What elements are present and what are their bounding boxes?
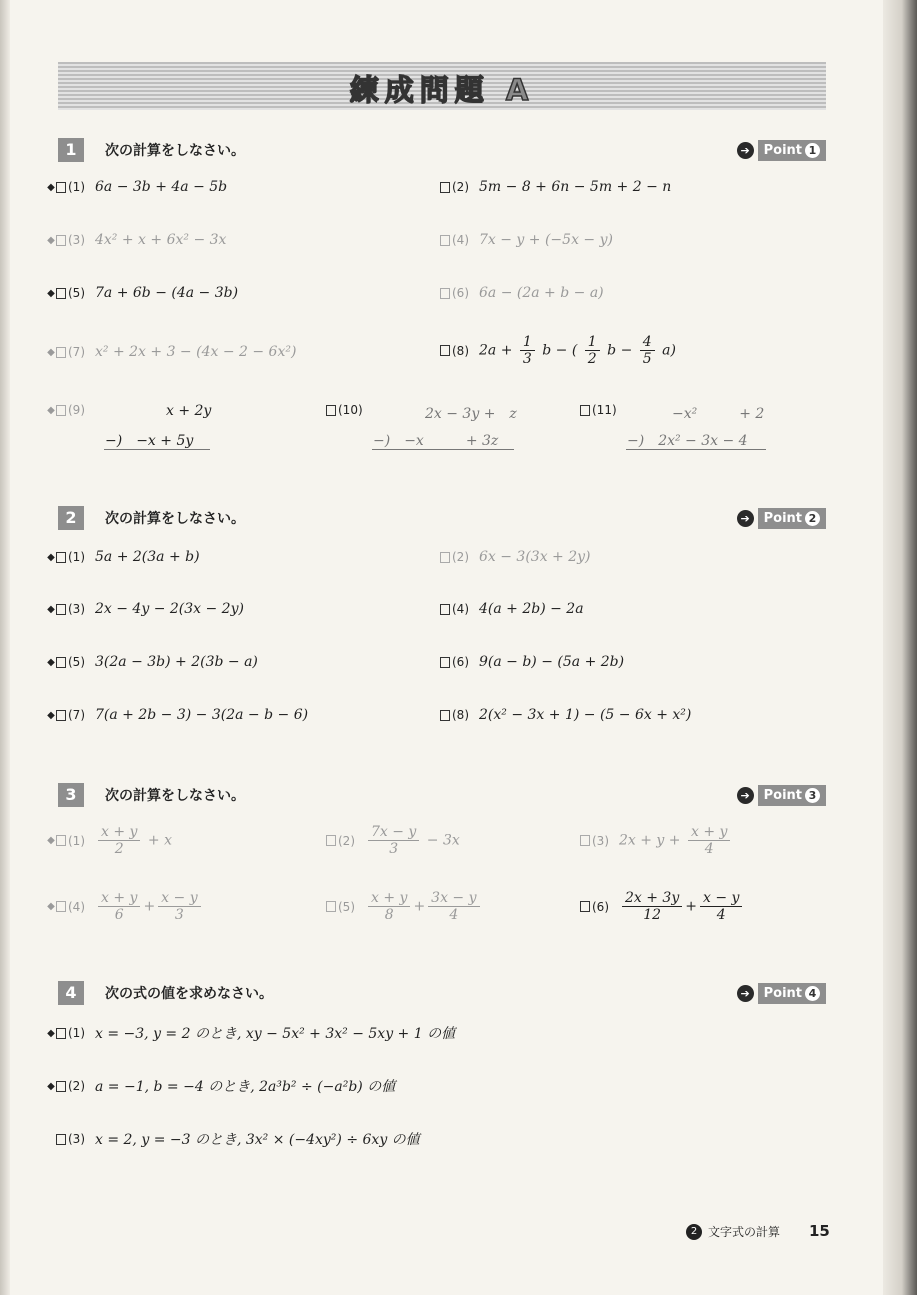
- star-icon: ◆: [47, 1080, 55, 1092]
- section-number: 3: [58, 783, 84, 807]
- problem-1-5: ◆ (5) 7a + 6b − (4a − 3b): [47, 285, 239, 301]
- checkbox[interactable]: [56, 1028, 66, 1039]
- point-badge: Point 4: [758, 983, 826, 1004]
- book-spine-right: [883, 0, 917, 1295]
- star-icon: ◆: [47, 551, 55, 563]
- point-reference[interactable]: [737, 982, 826, 1004]
- chapter-number: 2: [686, 1224, 702, 1240]
- checkbox[interactable]: [580, 405, 590, 416]
- problem-3-6: (6) $\frac{2x + 3y}{12}$ + $\frac{x - y}{4}$: [580, 890, 745, 923]
- problem-4-3: (3) x = 2, y = −3 のとき, 3x² × (−4xy²) ÷ 6xy の値: [47, 1129, 420, 1149]
- checkbox[interactable]: [440, 235, 450, 246]
- checkbox[interactable]: [56, 1134, 66, 1145]
- problem-1-4: (4) 7x − y + (−5x − y): [431, 232, 613, 248]
- problem-2-1: ◆ (1) 5a + 2(3a + b): [47, 549, 200, 565]
- section-1-header: [58, 138, 826, 162]
- checkbox[interactable]: [56, 835, 66, 846]
- checkbox[interactable]: [56, 710, 66, 721]
- section-number: 1: [58, 138, 84, 162]
- section-instruction: 次の計算をしなさい。: [105, 511, 245, 527]
- problem-3-1: ◆ (1) $\frac{x + y}{2}$ + x: [47, 824, 172, 857]
- checkbox[interactable]: [326, 405, 336, 416]
- checkbox[interactable]: [56, 405, 66, 416]
- problem-3-5: (5) $\frac{x + y}{8}$ + $\frac{3x - y}{4}$: [326, 890, 483, 923]
- problem-2-7: ◆ (7) 7(a + 2b − 3) − 3(2a − b − 6): [47, 707, 309, 723]
- checkbox[interactable]: [56, 347, 66, 358]
- star-icon: ◆: [47, 404, 55, 416]
- point-reference[interactable]: [737, 784, 826, 806]
- checkbox[interactable]: [440, 604, 450, 615]
- problem-2-4: (4) 4(a + 2b) − 2a: [431, 601, 584, 617]
- checkbox[interactable]: [56, 288, 66, 299]
- star-icon: ◆: [47, 287, 55, 299]
- problem-3-3: (3) 2x + y + $\frac{x + y}{4}$: [580, 824, 733, 857]
- section-3-header: [58, 783, 826, 807]
- star-icon: ◆: [47, 656, 55, 668]
- checkbox[interactable]: [56, 901, 66, 912]
- checkbox[interactable]: [326, 901, 336, 912]
- checkbox[interactable]: [440, 710, 450, 721]
- problem-2-5: ◆ (5) 3(2a − 3b) + 2(3b − a): [47, 654, 258, 670]
- section-instruction: 次の式の値を求めなさい。: [105, 986, 273, 1002]
- problem-1-10-top: 2x − 3y + z: [425, 406, 517, 422]
- problem-1-11-top: −x² + 2: [672, 406, 765, 422]
- star-icon: ◆: [47, 346, 55, 358]
- checkbox[interactable]: [56, 552, 66, 563]
- star-icon: ◆: [47, 234, 55, 246]
- arrow-right-icon: ➔: [737, 985, 754, 1002]
- point-reference[interactable]: [737, 139, 826, 161]
- problem-1-11-label: (11): [580, 403, 627, 417]
- problem-1-8: (8) 2a + $\frac{1}{3}$ b − ( $\frac{1}{2}$ b − $\frac{4}{5}$ a): [431, 334, 676, 367]
- problem-1-3: ◆ (3) 4x² + x + 6x² − 3x: [47, 232, 227, 248]
- point-badge: Point 3: [758, 785, 826, 806]
- star-icon: ◆: [47, 1027, 55, 1039]
- section-2-header: [58, 506, 826, 530]
- problem-1-9-bottom: −) −x + 5y: [105, 433, 194, 449]
- checkbox[interactable]: [56, 604, 66, 615]
- checkbox[interactable]: [440, 288, 450, 299]
- star-icon: ◆: [47, 603, 55, 615]
- checkbox[interactable]: [326, 835, 336, 846]
- problem-2-2: (2) 6x − 3(3x + 2y): [431, 549, 591, 565]
- problem-2-8: (8) 2(x² − 3x + 1) − (5 − 6x + x²): [431, 707, 691, 723]
- star-icon: ◆: [47, 901, 55, 912]
- section-4-header: [58, 981, 826, 1005]
- title-band: [58, 62, 826, 110]
- problem-3-2: (2) $\frac{7x - y}{3}$ − 3x: [326, 824, 460, 857]
- book-spine-left: [0, 0, 10, 1295]
- checkbox[interactable]: [56, 1081, 66, 1092]
- star-icon: ◆: [47, 709, 55, 721]
- arrow-right-icon: ➔: [737, 510, 754, 527]
- star-icon: ◆: [47, 835, 55, 846]
- chapter-footer: [686, 1223, 780, 1240]
- arrow-right-icon: ➔: [737, 787, 754, 804]
- problem-1-6: (6) 6a − (2a + b − a): [431, 285, 604, 301]
- arrow-right-icon: ➔: [737, 142, 754, 159]
- star-icon: ◆: [47, 181, 55, 193]
- point-badge: Point 2: [758, 508, 826, 529]
- section-instruction: 次の計算をしなさい。: [105, 143, 245, 159]
- problem-1-10-bottom: −) −x + 3z: [373, 433, 499, 449]
- checkbox[interactable]: [580, 835, 590, 846]
- point-badge: Point 1: [758, 140, 826, 161]
- answer-line: [372, 449, 514, 450]
- checkbox[interactable]: [580, 901, 590, 912]
- problem-1-9-top: x + 2y: [166, 403, 212, 419]
- section-number: 2: [58, 506, 84, 530]
- point-reference[interactable]: [737, 507, 826, 529]
- page-number: 15: [809, 1222, 830, 1240]
- answer-line: [626, 449, 766, 450]
- checkbox[interactable]: [440, 345, 450, 356]
- problem-1-9-label: ◆ (9): [47, 403, 85, 417]
- checkbox[interactable]: [440, 182, 450, 193]
- problem-1-2: (2) 5m − 8 + 6n − 5m + 2 − n: [431, 179, 671, 195]
- problem-1-11-bottom: −) 2x² − 3x − 4: [627, 433, 748, 449]
- problem-4-1: ◆ (1) x = −3, y = 2 のとき, xy − 5x² + 3x² − 5xy + 1 の値: [47, 1026, 456, 1042]
- problem-1-7: ◆ (7) x² + 2x + 3 − (4x − 2 − 6x²): [47, 344, 297, 360]
- problem-3-4: ◆ (4) $\frac{x + y}{6}$ + $\frac{x - y}{3}$: [47, 890, 204, 923]
- checkbox[interactable]: [440, 657, 450, 668]
- checkbox[interactable]: [56, 182, 66, 193]
- checkbox[interactable]: [440, 552, 450, 563]
- checkbox[interactable]: [56, 657, 66, 668]
- section-instruction: 次の計算をしなさい。: [105, 788, 245, 804]
- problem-2-3: ◆ (3) 2x − 4y − 2(3x − 2y): [47, 601, 244, 617]
- section-number: 4: [58, 981, 84, 1005]
- problem-1-1: ◆ (1) 6a − 3b + 4a − 5b: [47, 179, 228, 195]
- checkbox[interactable]: [56, 235, 66, 246]
- problem-2-6: (6) 9(a − b) − (5a + 2b): [431, 654, 624, 670]
- problem-1-10-label: (10): [326, 403, 373, 417]
- answer-line: [104, 449, 210, 450]
- problem-4-2: ◆ (2) a = −1, b = −4 のとき, 2a³b² ÷ (−a²b) の値: [47, 1079, 396, 1095]
- page-title: 練成問題 A: [349, 73, 535, 107]
- chapter-title: 文字式の計算: [708, 1225, 781, 1239]
